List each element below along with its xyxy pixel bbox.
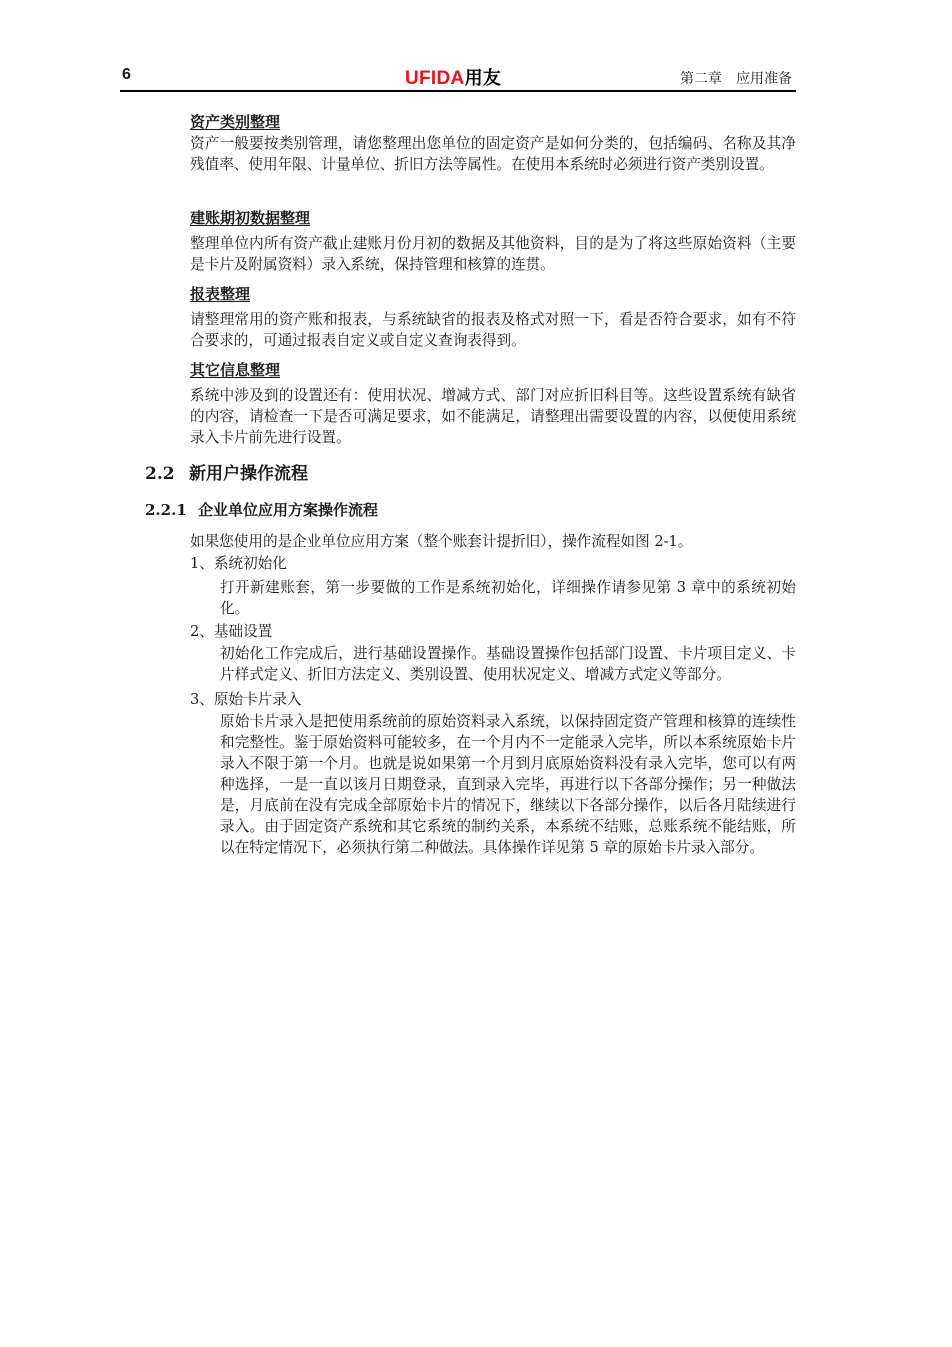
heading-number: 2.2 xyxy=(145,464,175,484)
list-item-label: 2、基础设置 xyxy=(190,623,273,640)
list-item-label: 1、系统初始化 xyxy=(190,555,287,572)
logo-text-red: UFIDA xyxy=(405,68,465,89)
section-body-reports: 请整理常用的资产账和报表，与系统缺省的报表及格式对照一下，看是否符合要求，如有不符合要求的，可通过报表自定义或自定义查询表得到。 xyxy=(190,311,796,349)
list-item-body: 原始卡片录入是把使用系统前的原始资料录入系统，以保持固定资产管理和核算的连续性和完整性。鉴于原始资料可能较多，在一个月内不一定能录入完毕，所以本系统原始卡片录入不限于第一个月。也就是说如果第一个月到月底原始资料没有录入完毕，您可以有两种选择，一是一直以该月日期登录，直到录入完毕，再进行以下各部分操作；另一种做法是，月底前在没有完成全部原始卡片的情况下，继续以下各部分操作，以后各月陆续进行录入。由于固定资产系统和其它系统的制约关系，本系统不结账，总账系统不能结账，所以在特定情况下，必须执行第二种做法。具体操作详见第 5 章的原始卡片录入部分。 xyxy=(220,713,796,856)
page-header xyxy=(120,64,796,92)
section-title-reports: 报表整理 xyxy=(190,285,251,303)
section-body-opening-data: 整理单位内所有资产截止建账月份月初的数据及其他资料，目的是为了将这些原始资料（主要是卡片及附属资料）录入系统，保持管理和核算的连贯。 xyxy=(190,235,796,273)
chapter-title: 第二章 应用准备 xyxy=(680,71,792,87)
list-item-label: 3、原始卡片录入 xyxy=(190,691,302,708)
heading-title: 企业单位应用方案操作流程 xyxy=(198,501,379,519)
logo-text-black: 用友 xyxy=(464,68,502,88)
section-title-other-info: 其它信息整理 xyxy=(190,361,281,379)
page-number: 6 xyxy=(122,66,131,83)
list-item-body: 打开新建账套，第一步要做的工作是系统初始化，详细操作请参见第 3 章中的系统初始化。 xyxy=(220,579,796,617)
section-body-other-info: 系统中涉及到的设置还有：使用状况、增减方式、部门对应折旧科目等。这些设置系统有缺省的内容，请检查一下是否可满足要求，如不能满足，请整理出需要设置的内容，以便使用系统录入卡片前先进行设置。 xyxy=(190,387,796,446)
section-title-asset-category: 资产类别整理 xyxy=(190,113,281,131)
heading-2-2-1 xyxy=(145,499,378,520)
intro-paragraph: 如果您使用的是企业单位应用方案（整个账套计提折旧），操作流程如图 2-1。 xyxy=(190,533,693,550)
heading-title: 新用户操作流程 xyxy=(189,464,308,484)
list-item-body: 初始化工作完成后，进行基础设置操作。基础设置操作包括部门设置、卡片项目定义、卡片样式定义、折旧方法定义、类别设置、使用状况定义、增减方式定义等部分。 xyxy=(220,645,796,683)
section-body-asset-category: 资产一般要按类别管理，请您整理出您单位的固定资产是如何分类的，包括编码、名称及其净残值率、使用年限、计量单位、折旧方法等属性。在使用本系统时必须进行资产类别设置。 xyxy=(190,135,796,173)
ufida-logo xyxy=(405,64,501,90)
section-title-opening-data: 建账期初数据整理 xyxy=(190,209,311,227)
heading-number: 2.2.1 xyxy=(145,501,187,519)
heading-2-2 xyxy=(145,459,308,484)
